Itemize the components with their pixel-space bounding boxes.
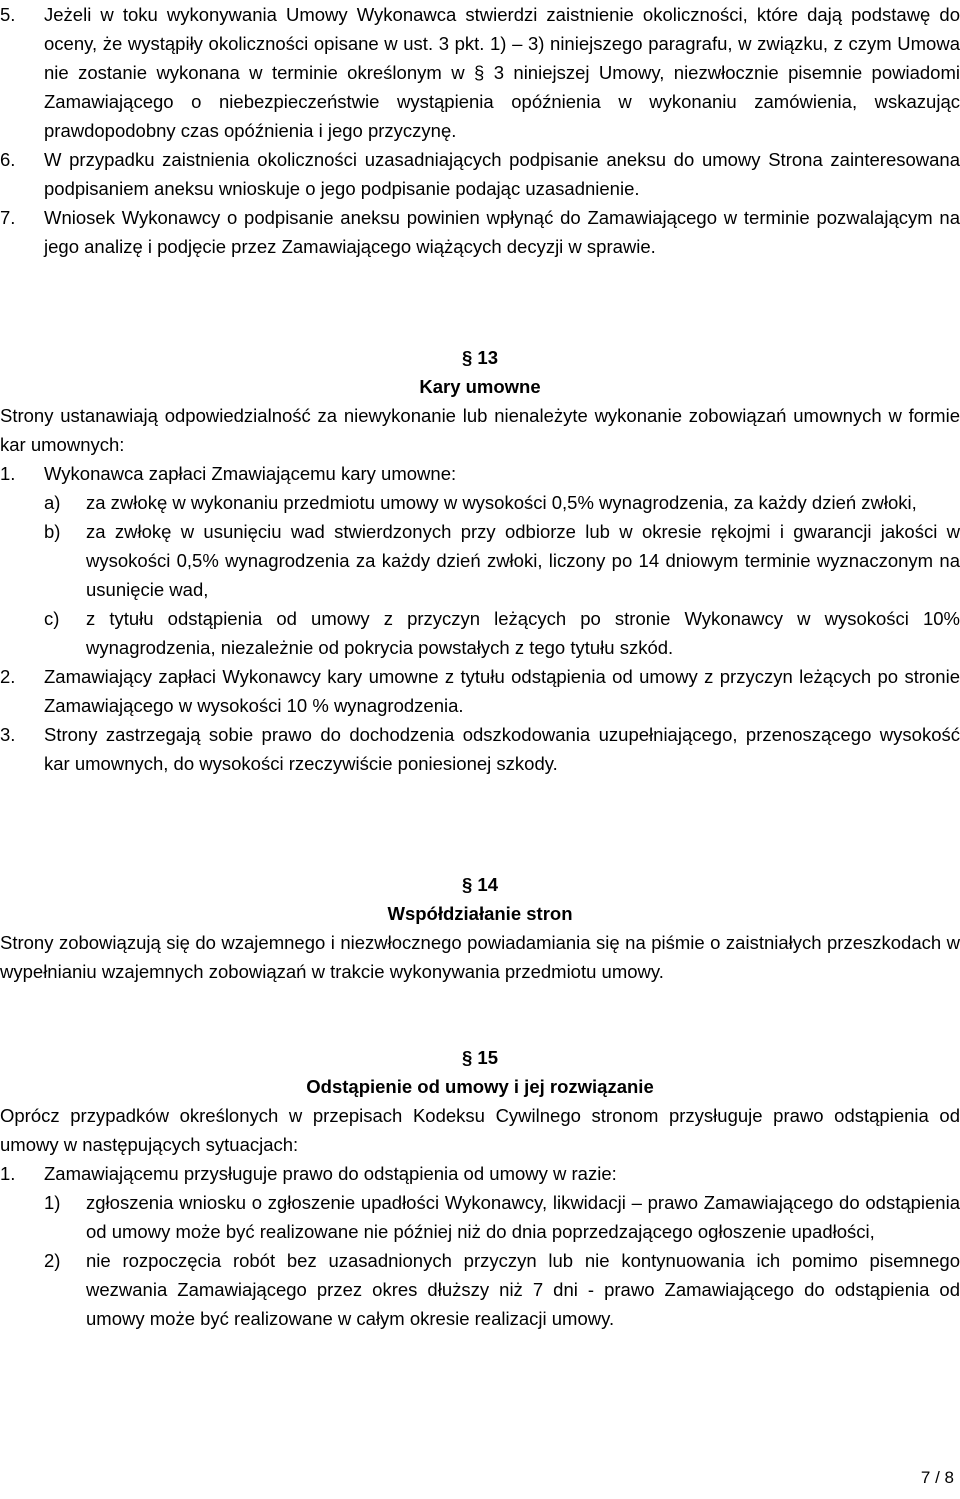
item-text: Zamawiającemu przysługuje prawo do odstąpienia od umowy w razie: [44, 1163, 617, 1184]
section-13 [0, 343, 960, 778]
item-number: 1. [0, 463, 16, 484]
sub-item-letter: c) [44, 608, 60, 629]
section-title: Współdziałanie stron [387, 903, 573, 924]
item-number: 6. [0, 149, 16, 170]
list-item [0, 1159, 960, 1188]
list-item [0, 720, 960, 778]
sub-item-letter: b) [44, 521, 61, 542]
item-number: 2. [0, 666, 16, 687]
sub-item-text: za zwłokę w wykonaniu przedmiotu umowy w wysokości 0,5% wynagrodzenia, za każdy dzień zwłoki, [86, 492, 917, 513]
sub-item-text: z tytułu odstąpienia od umowy z przyczyn leżących po stronie Wykonawcy w wysokości 10% wynagrodzenia, niezależnie od pokrycia powstałych z tego tytułu szkód. [86, 608, 960, 658]
item-text: Zamawiający zapłaci Wykonawcy kary umowne z tytułu odstąpienia od umowy z przyczyn leżących po stronie Zamawiającego w wysokości 10 % wynagrodzenia. [44, 666, 960, 716]
item-text: Wniosek Wykonawcy o podpisanie aneksu powinien wpłynąć do Zamawiającego w terminie pozwalającym na jego analizę i podjęcie przez Zamawiającego wiążących decyzji w sprawie. [44, 207, 960, 257]
section-number: § 13 [461, 347, 498, 368]
sub-item-text: nie rozpoczęcia robót bez uzasadnionych przyczyn lub nie kontynuowania ich pomimo pisemnego wezwania Zamawiającego przez okres dłuższy niż 7 dni - prawo Zamawiającego do odstąpienia od umowy może być realizowane w całym okresie realizacji umowy. [86, 1250, 960, 1329]
page-number: 7 / 8 [920, 1468, 954, 1487]
item-number: 7. [0, 207, 16, 228]
item-text: Strony zastrzegają sobie prawo do dochodzenia odszkodowania uzupełniającego, przenoszącego wysokość kar umownych, do wysokości rzeczywiście poniesionej szkody. [44, 724, 960, 774]
list-item [0, 662, 960, 720]
section-number: § 15 [461, 1047, 498, 1068]
sub-item-text: zgłoszenia wniosku o zgłoszenie upadłości Wykonawcy, likwidacji – prawo Zamawiającego do odstąpienia od umowy może być realizowane nie później niż do dnia poprzedzającego ogłoszenie upadłości, [86, 1192, 960, 1242]
sub-item [0, 1246, 960, 1333]
sub-item [0, 604, 960, 662]
item-text: Wykonawca zapłaci Zmawiającemu kary umowne: [44, 463, 457, 484]
section-15 [0, 1043, 960, 1333]
sub-item-letter: a) [44, 492, 61, 513]
sub-item [0, 488, 960, 517]
section-12-continuation [0, 0, 960, 261]
section-title: Kary umowne [419, 376, 541, 397]
sub-item-number: 2) [44, 1250, 61, 1271]
list-item [0, 0, 960, 145]
section-number: § 14 [461, 874, 498, 895]
section-text: Strony zobowiązują się do wzajemnego i niezwłocznego powiadamiania się na piśmie o zaistniałych przeszkodach w wypełnianiu wzajemnych zobowiązań w trakcie wykonywania przedmiotu umowy. [0, 932, 960, 982]
sub-item [0, 1188, 960, 1246]
list-item [0, 203, 960, 261]
list-item [0, 459, 960, 488]
section-14 [0, 870, 960, 986]
item-text: Jeżeli w toku wykonywania Umowy Wykonawca stwierdzi zaistnienie okoliczności, które dają podstawę do oceny, że wystąpiły okoliczności opisane w ust. 3 pkt. 1) – 3) niniejszego paragrafu, w związku, z czym Umowa nie zostanie wykonana w terminie określonym w § 3 niniejszej Umowy, niezwłocznie pisemnie powiadomi Zamawiającego o niebezpieczeństwie wystąpienia opóźnienia w wykonaniu zamówienia, wskazując prawdopodobny czas opóźnienia i jego przyczynę. [44, 4, 960, 141]
item-number: 5. [0, 4, 16, 25]
sub-item-text: za zwłokę w usunięciu wad stwierdzonych przy odbiorze lub w okresie rękojmi i gwarancji jakości w wysokości 0,5% wynagrodzenia za każdy dzień zwłoki, liczony po 14 dniowym terminie wyznaczonym na usunięcie wad, [86, 521, 960, 600]
section-intro: Oprócz przypadków określonych w przepisach Kodeksu Cywilnego stronom przysługuje prawo odstąpienia od umowy w następujących sytuacjach: [0, 1105, 960, 1155]
sub-item-number: 1) [44, 1192, 61, 1213]
section-title: Odstąpienie od umowy i jej rozwiązanie [306, 1076, 654, 1097]
item-text: W przypadku zaistnienia okoliczności uzasadniających podpisanie aneksu do umowy Strona zainteresowana podpisaniem aneksu wnioskuje o jego podpisanie podając uzasadnienie. [44, 149, 960, 199]
item-number: 1. [0, 1163, 16, 1184]
item-number: 3. [0, 724, 16, 745]
sub-item [0, 517, 960, 604]
section-intro: Strony ustanawiają odpowiedzialność za niewykonanie lub nienależyte wykonanie zobowiązań umownych w formie kar umownych: [0, 405, 960, 455]
list-item [0, 145, 960, 203]
